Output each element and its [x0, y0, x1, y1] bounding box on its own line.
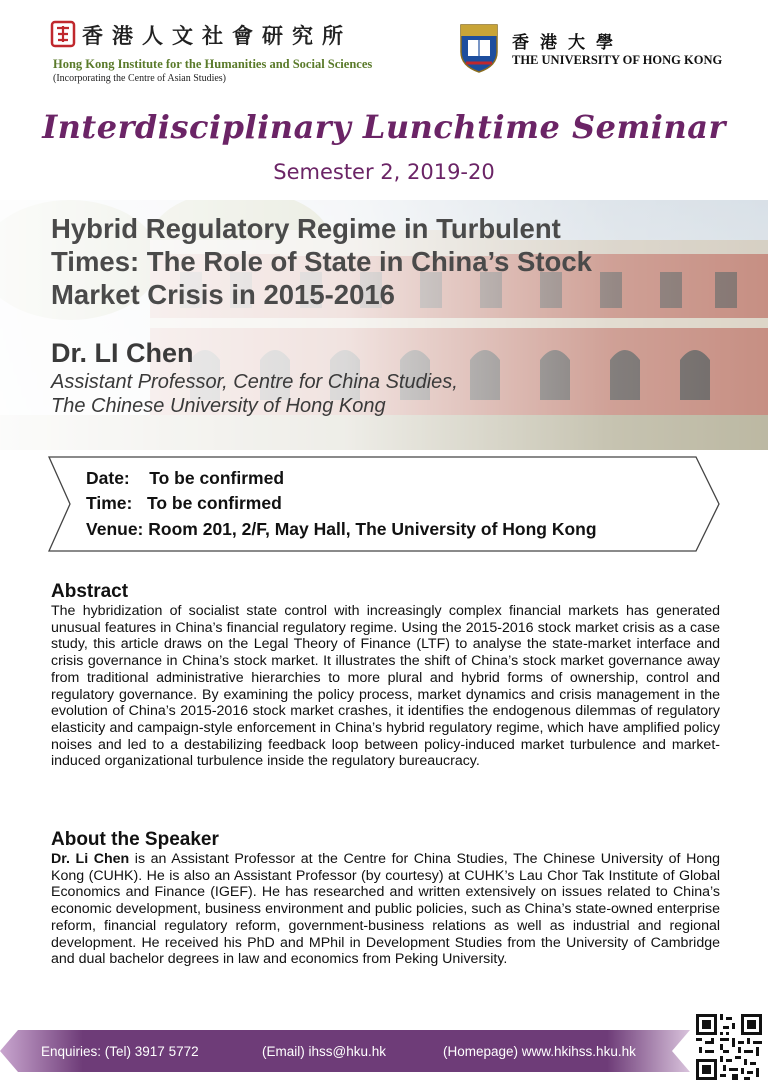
abstract-heading: Abstract	[51, 581, 129, 602]
time-row	[86, 493, 282, 514]
ihss-seal-icon	[50, 20, 76, 48]
qr-code-icon[interactable]	[696, 1014, 762, 1080]
semester-label: Semester 2, 2019-20	[273, 160, 495, 184]
time-label: Time:	[86, 493, 133, 513]
footer-enquiries: Enquiries: (Tel) 3917 5772	[41, 1044, 199, 1059]
talk-title-line-1: Hybrid Regulatory Regime in Turbulent	[51, 213, 561, 244]
about-speaker-bio: is an Assistant Professor at the Centre for China Studies, The Chinese University of Hong Kong (CUHK). He is also an Assistant Professor (by courtesy) at CUHK’s Lau Chor Tak Institute of Global Economics and Finance (IGEF). He has researched and written extensively on issues related to China’s economic development, business environment and public policies, such as China’s state-owned enterprise reform, financial regulatory reform, government-business relations as well as industrial and regional development. He received his PhD and MPhil in Development Studies from the University of Cambridge and dual bachelor degrees in law and economics from Peking University.	[51, 851, 720, 968]
speaker-position-line-1: Assistant Professor, Centre for China Studies,	[51, 371, 458, 393]
about-heading: About the Speaker	[51, 829, 219, 850]
hku-logo	[458, 22, 738, 82]
event-details-box	[48, 456, 720, 552]
venue-value: Room 201, 2/F, May Hall, The University of Hong Kong	[148, 519, 597, 539]
date-label: Date:	[86, 468, 130, 488]
time-value: To be confirmed	[146, 493, 282, 513]
about-speaker-name: Dr. Li Chen	[51, 851, 130, 867]
venue-row	[86, 519, 597, 540]
speaker-position-line-2: The Chinese University of Hong Kong	[51, 395, 386, 417]
hku-english-name: THE UNIVERSITY OF HONG KONG	[512, 53, 723, 67]
talk-title-line-2: Times: The Role of State in China’s Stock	[51, 246, 592, 277]
speaker-position	[51, 370, 458, 418]
venue-label: Venue:	[86, 519, 144, 539]
footer-email[interactable]: (Email) ihss@hku.hk	[262, 1044, 386, 1059]
about-text	[51, 851, 720, 968]
abstract-text: The hybridization of socialist state control with increasingly complex financial markets has generated unusual features in China’s financial regulatory regime. Using the 2015-2016 stock market crisis as a case study, this article draws on the Legal Theory of Finance (LTF) to analyse the state-market interface and crisis governance in China’s stock market. It illustrates the shift of China’s stock market governance away from traditional administrative hierarchies to more plural and hybrid forms of ownership, control and regulatory governance. By examining the policy process, market dynamics and crisis management in the evolution of China’s 2015-2016 stock market crashes, it identifies the endogenous dilemmas of regulatory elasticity and campaign-style enforcement in China’s hybrid regulatory regime, which have amplified policy noises and led to a destabilizing feedback loop between policy-induced market turbulence and market-induced organizational turbulence inside the regulatory bureaucracy.	[51, 603, 720, 770]
footer-homepage[interactable]: (Homepage) www.hkihss.hku.hk	[443, 1044, 636, 1059]
ihss-logo	[50, 18, 430, 88]
talk-title	[51, 212, 741, 311]
hku-crest-icon	[458, 22, 500, 74]
speaker-name: Dr. LI Chen	[51, 338, 194, 368]
date-row	[86, 468, 284, 489]
footer-bar	[0, 1030, 690, 1072]
ihss-chinese-name: 香港人文社會研究所	[82, 23, 352, 48]
seminar-title: Interdisciplinary Lunchtime Seminar	[42, 108, 726, 146]
talk-title-line-3: Market Crisis in 2015-2016	[51, 279, 395, 310]
date-value: To be confirmed	[149, 468, 285, 488]
ihss-english-name: Hong Kong Institute for the Humanities and Social Sciences	[53, 57, 373, 71]
hku-chinese-name: 香港大學	[512, 33, 624, 53]
ihss-subtitle: (Incorporating the Centre of Asian Studies)	[53, 73, 227, 84]
